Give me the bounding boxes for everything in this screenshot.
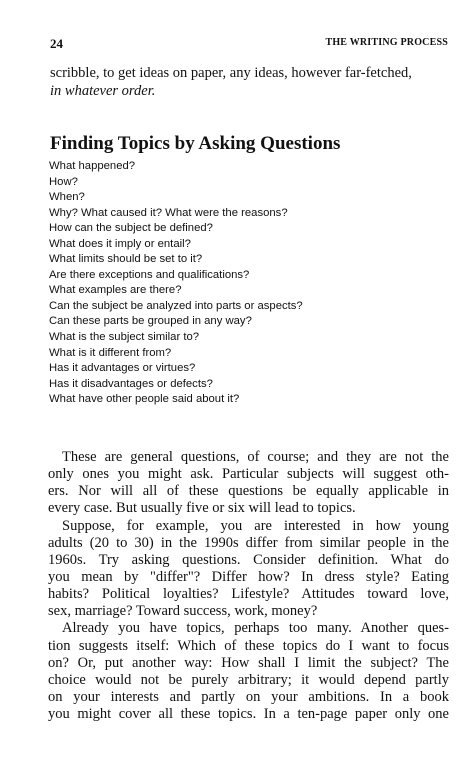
question-item: What is it different from? — [49, 346, 172, 359]
question-item: Why? What caused it? What were the reasons? — [49, 206, 288, 219]
body-line: ers. Nor will all of these questions be equally applicable in — [48, 483, 449, 500]
question-item: What have other people said about it? — [49, 393, 240, 406]
intro-line: scribble, to get ideas on paper, any ideas, however far-fetched, — [50, 65, 412, 81]
question-item: When? — [49, 191, 85, 204]
body-line: on? Or, put another way: How shall I limit the subject? The — [48, 654, 449, 671]
intro-italic-text: in whatever order. — [50, 83, 156, 99]
body-line: choice would not be purely arbitrary; it would depend partly — [48, 671, 449, 688]
section-heading: Finding Topics by Asking Questions — [50, 133, 341, 154]
question-item: Has it disadvantages or defects? — [49, 377, 213, 390]
question-item: What limits should be set to it? — [49, 253, 203, 266]
body-line: only ones you might ask. Particular subjects will suggest oth- — [48, 466, 449, 483]
body-line: habits? Political loyalties? Lifestyle? Attitudes toward love, — [48, 586, 449, 603]
body-line: Already you have topics, perhaps too many. Another ques- — [62, 620, 449, 637]
body-line: sex, marriage? Toward success, work, money? — [48, 603, 318, 620]
question-item: What does it imply or entail? — [49, 237, 191, 250]
question-item: How can the subject be defined? — [49, 222, 213, 235]
question-list — [49, 159, 409, 408]
intro-line-italic — [50, 82, 448, 100]
running-title: THE WRITING PROCESS — [325, 37, 448, 48]
body-line: These are general questions, of course; and they are not the — [62, 449, 449, 465]
running-head — [50, 36, 448, 52]
body-line: every case. But usually five or six will lead to topics. — [48, 500, 356, 517]
body-line: adults (20 to 30) in the 1990s differ from similar people in the — [48, 534, 449, 551]
body-line: 1960s. Try asking questions. Consider definition. What do — [48, 551, 449, 568]
question-item: What examples are there? — [49, 284, 182, 297]
body-line: tion suggests itself: Which of these topics do I want to focus — [48, 637, 449, 654]
question-item: What is the subject similar to? — [49, 331, 200, 344]
page-number: 24 — [50, 36, 63, 51]
body-line: you might cover all these topics. In a ten-page paper only one — [48, 706, 449, 723]
intro-paragraph — [50, 64, 448, 100]
question-item: Has it advantages or virtues? — [49, 362, 196, 375]
question-item: How? — [49, 175, 78, 188]
question-item: Can these parts be grouped in any way? — [49, 315, 252, 328]
body-text — [48, 449, 449, 723]
body-line: Suppose, for example, you are interested in how young — [62, 517, 449, 534]
question-item: Are there exceptions and qualifications? — [49, 268, 250, 281]
body-line: on your interests and partly on your ambitions. In a book — [48, 688, 449, 705]
body-line: you mean by "differ"? Differ how? In dress style? Eating — [48, 568, 449, 585]
question-item: What happened? — [49, 160, 136, 172]
question-item: Can the subject be analyzed into parts or aspects? — [49, 299, 303, 312]
